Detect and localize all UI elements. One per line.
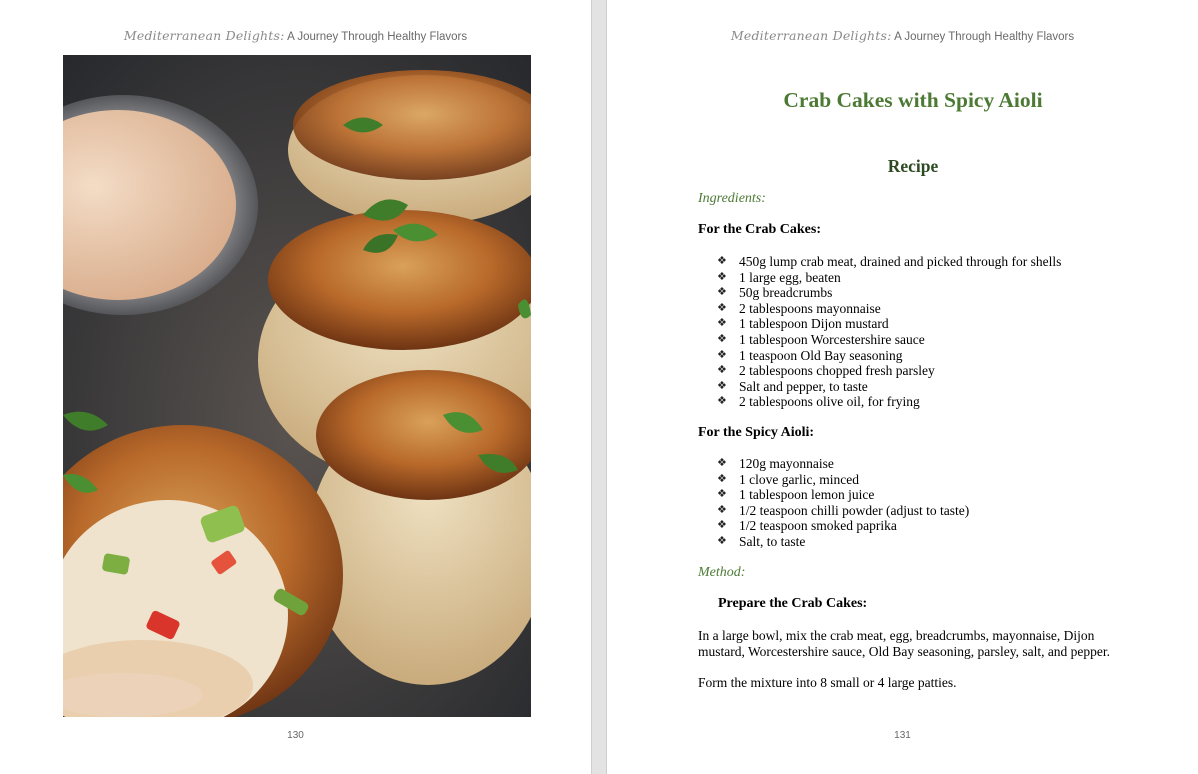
bullet-icon: ❖ bbox=[717, 301, 727, 314]
list-item bbox=[698, 379, 1061, 395]
method-paragraph-2: Form the mixture into 8 small or 4 large patties. bbox=[698, 675, 957, 690]
ingredient-text: 1 large egg, beaten bbox=[739, 269, 841, 285]
bullet-icon: ❖ bbox=[717, 503, 727, 516]
list-item bbox=[698, 518, 969, 534]
ingredient-text: 2 tablespoons olive oil, for frying bbox=[739, 394, 920, 410]
list-item bbox=[698, 316, 1061, 332]
list-item bbox=[698, 285, 1061, 301]
list-item bbox=[698, 332, 1061, 348]
bullet-icon: ❖ bbox=[717, 317, 727, 330]
bullet-icon: ❖ bbox=[717, 286, 727, 299]
bullet-icon: ❖ bbox=[717, 379, 727, 392]
running-header-subtitle: A Journey Through Healthy Flavors bbox=[284, 31, 468, 43]
ingredient-text: 1/2 teaspoon smoked paprika bbox=[739, 518, 897, 534]
ingredient-text: 1/2 teaspoon chilli powder (adjust to taste) bbox=[739, 502, 970, 518]
list-item bbox=[698, 254, 1061, 270]
bullet-icon: ❖ bbox=[717, 519, 727, 532]
ingredient-text: 2 tablespoons mayonnaise bbox=[739, 300, 881, 316]
running-header-left bbox=[0, 28, 591, 43]
bullet-icon: ❖ bbox=[717, 270, 727, 283]
bullet-icon: ❖ bbox=[717, 395, 727, 408]
bullet-icon: ❖ bbox=[717, 472, 727, 485]
ingredient-text: 450g lump crab meat, drained and picked through for shells bbox=[739, 254, 1062, 269]
ingredient-text: 1 tablespoon Worcestershire sauce bbox=[739, 331, 925, 347]
ingredient-text: 2 tablespoons chopped fresh parsley bbox=[739, 363, 935, 379]
list-item bbox=[698, 472, 969, 488]
list-item bbox=[698, 301, 1061, 317]
list-item bbox=[698, 456, 969, 472]
bullet-icon: ❖ bbox=[717, 488, 727, 501]
ingredient-text: 1 teaspoon Old Bay seasoning bbox=[739, 347, 903, 363]
crab-cakes-ingredient-list bbox=[698, 254, 1061, 410]
method-step-heading: Prepare the Crab Cakes: bbox=[718, 596, 868, 611]
running-header-subtitle: A Journey Through Healthy Flavors bbox=[891, 31, 1075, 43]
bullet-icon: ❖ bbox=[717, 255, 727, 267]
ingredient-text: 1 tablespoon lemon juice bbox=[739, 487, 875, 503]
running-header-script-title: Mediterranean Delights: bbox=[730, 28, 892, 43]
bullet-icon: ❖ bbox=[717, 348, 727, 361]
left-page bbox=[0, 0, 591, 774]
method-label: Method: bbox=[698, 565, 746, 580]
ingredient-text: 120g mayonnaise bbox=[739, 456, 834, 471]
method-paragraph-1: In a large bowl, mix the crab meat, egg, breadcrumbs, mayonnaise, Dijon mustard, Worcestershire sauce, Old Bay seasoning, parsley, salt, and pepper. bbox=[698, 628, 1111, 659]
list-item bbox=[698, 394, 1061, 410]
crab-cakes-photo bbox=[63, 55, 531, 717]
list-item bbox=[698, 534, 969, 550]
list-item bbox=[698, 487, 969, 503]
running-header-script-title: Mediterranean Delights: bbox=[123, 28, 285, 43]
ingredient-text: Salt, to taste bbox=[739, 533, 806, 549]
list-item bbox=[698, 503, 969, 519]
page-number-right: 131 bbox=[894, 730, 911, 741]
crab-cakes-heading: For the Crab Cakes: bbox=[698, 222, 822, 237]
running-header-right bbox=[607, 28, 1198, 43]
ingredients-label: Ingredients: bbox=[698, 191, 766, 206]
ingredient-text: 1 clove garlic, minced bbox=[739, 471, 859, 487]
page-gutter bbox=[591, 0, 607, 774]
ingredient-text: 50g breadcrumbs bbox=[739, 285, 833, 301]
bullet-icon: ❖ bbox=[717, 332, 727, 345]
bullet-icon: ❖ bbox=[717, 457, 727, 469]
aioli-ingredient-list bbox=[698, 456, 969, 550]
recipe-title: Crab Cakes with Spicy Aioli bbox=[783, 88, 1043, 112]
list-item bbox=[698, 270, 1061, 286]
page-number-left: 130 bbox=[287, 730, 304, 741]
list-item bbox=[698, 348, 1061, 364]
section-heading-recipe: Recipe bbox=[887, 156, 939, 176]
list-item bbox=[698, 363, 1061, 379]
ingredient-text: Salt and pepper, to taste bbox=[739, 378, 868, 394]
bullet-icon: ❖ bbox=[717, 364, 727, 377]
ingredient-text: 1 tablespoon Dijon mustard bbox=[739, 316, 889, 332]
bullet-icon: ❖ bbox=[717, 534, 727, 547]
aioli-heading: For the Spicy Aioli: bbox=[698, 425, 815, 440]
